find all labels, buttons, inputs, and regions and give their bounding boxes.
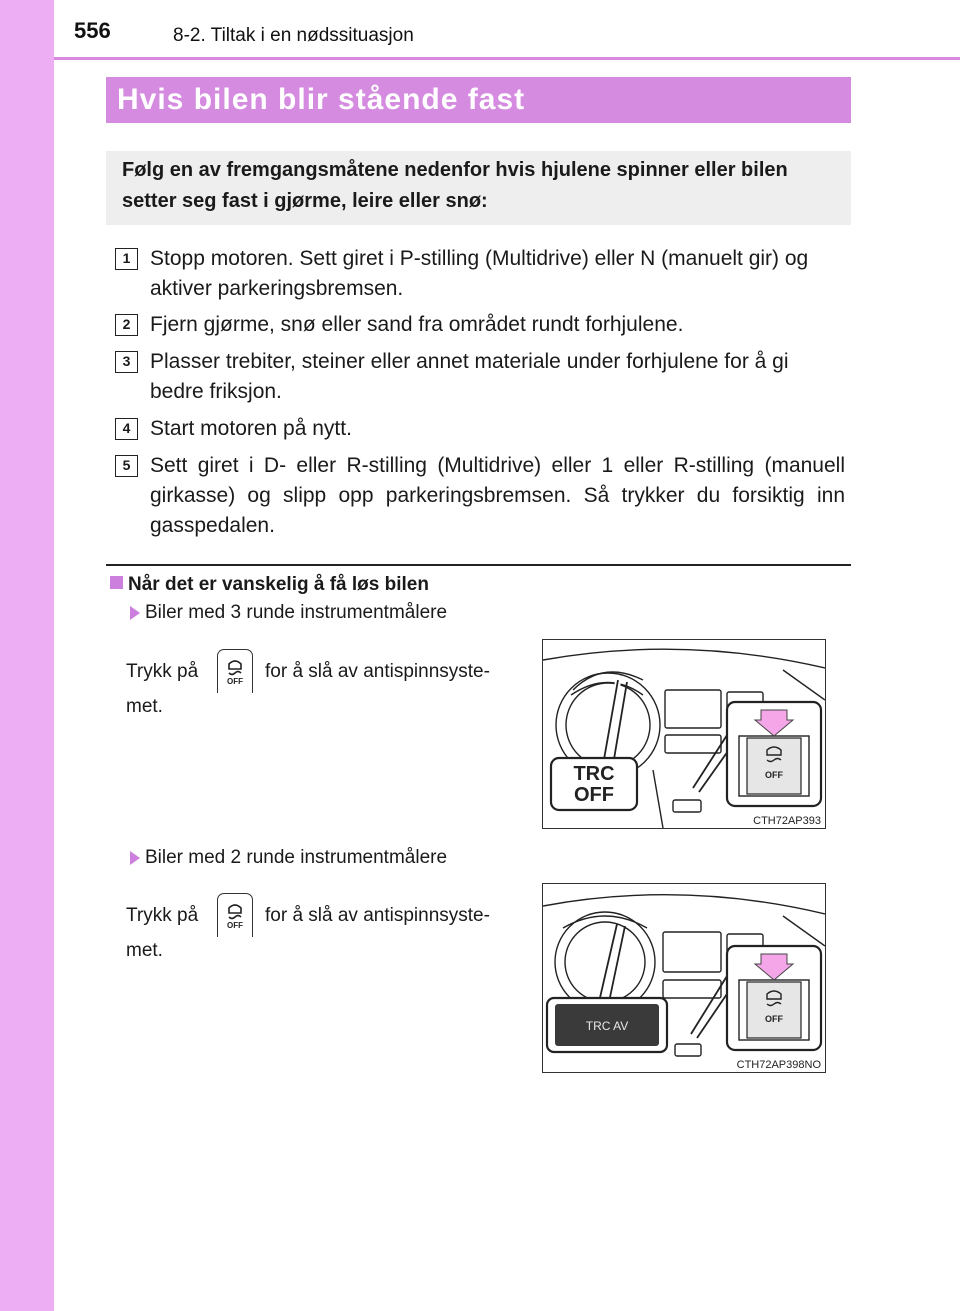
bullet-triangle-icon [130,606,140,620]
intro-text: Følg en av fremgangsmåtene nedenfor hvis hjulene spinner eller bilen setter seg fast i gjørme, leire eller snø: [106,151,851,225]
step-text-3: Plasser trebiter, steiner eller annet materiale under forhjulene for å gi bedre friksjon. [150,350,789,403]
step-number-4: 4 [115,418,138,440]
variant-label-2: Biler med 2 runde instrumentmålere [145,847,448,868]
trc-off-switch-icon [217,649,253,693]
side-tab [0,0,54,1311]
figure-code-1: CTH72AP393 [753,815,821,827]
bullet-triangle-icon [130,851,140,865]
inline-icon-label: OFF [227,921,243,930]
step-text-1: Stopp motoren. Sett giret i P-stilling (Multidrive) eller N (manuelt gir) og aktiver parkeringsbremsen. [150,247,809,300]
variant-label-1: Biler med 3 runde instrumentmålere [145,602,448,623]
variant-text-before-2: Trykk på [126,905,199,926]
bullet-square-icon [110,576,123,589]
switch-label: OFF [765,1014,783,1024]
variant-text-after-1: for å slå av antispinnsyste- [265,661,490,682]
step-text-4: Start motoren på nytt. [150,417,352,440]
dashboard-figure-2 [542,883,826,1073]
variant-text-after-2: for å slå av antispinnsyste- [265,905,490,926]
page-number: 556 [74,18,111,43]
variant-text-before-1: Trykk på [126,661,199,682]
section-label: 8-2. Tiltak i en nødssituasjon [173,25,414,46]
step-number-1: 1 [115,248,138,270]
trc-display-line1: TRC AV [585,1019,629,1033]
step-number-5: 5 [115,455,138,477]
trc-off-switch-icon [217,893,253,937]
variant-text-cont-2: met. [126,940,163,961]
note-heading: Når det er vanskelig å få løs bilen [128,574,429,595]
step-text-2: Fjern gjørme, snø eller sand fra området rundt forhjulene. [150,313,684,336]
dashboard-figure-1 [542,639,826,829]
inline-icon-label: OFF [227,677,243,686]
trc-display-line2: OFF [574,784,614,806]
header-rule [54,57,960,60]
step-text-5: Sett giret i D- eller R-stilling (Multidrive) eller 1 eller R-stilling (manuell girkasse) og slipp opp parkeringsbremsen. Så trykker du forsiktig inn gasspedalen. [150,454,845,537]
step-number-2: 2 [115,314,138,336]
step-number-3: 3 [115,351,138,373]
switch-label: OFF [765,770,783,780]
page-title: Hvis bilen blir stående fast [106,77,851,123]
variant-text-cont-1: met. [126,696,163,717]
figure-code-2: CTH72AP398NO [736,1059,821,1071]
trc-display-line1: TRC [573,763,615,785]
section-divider [106,564,851,566]
